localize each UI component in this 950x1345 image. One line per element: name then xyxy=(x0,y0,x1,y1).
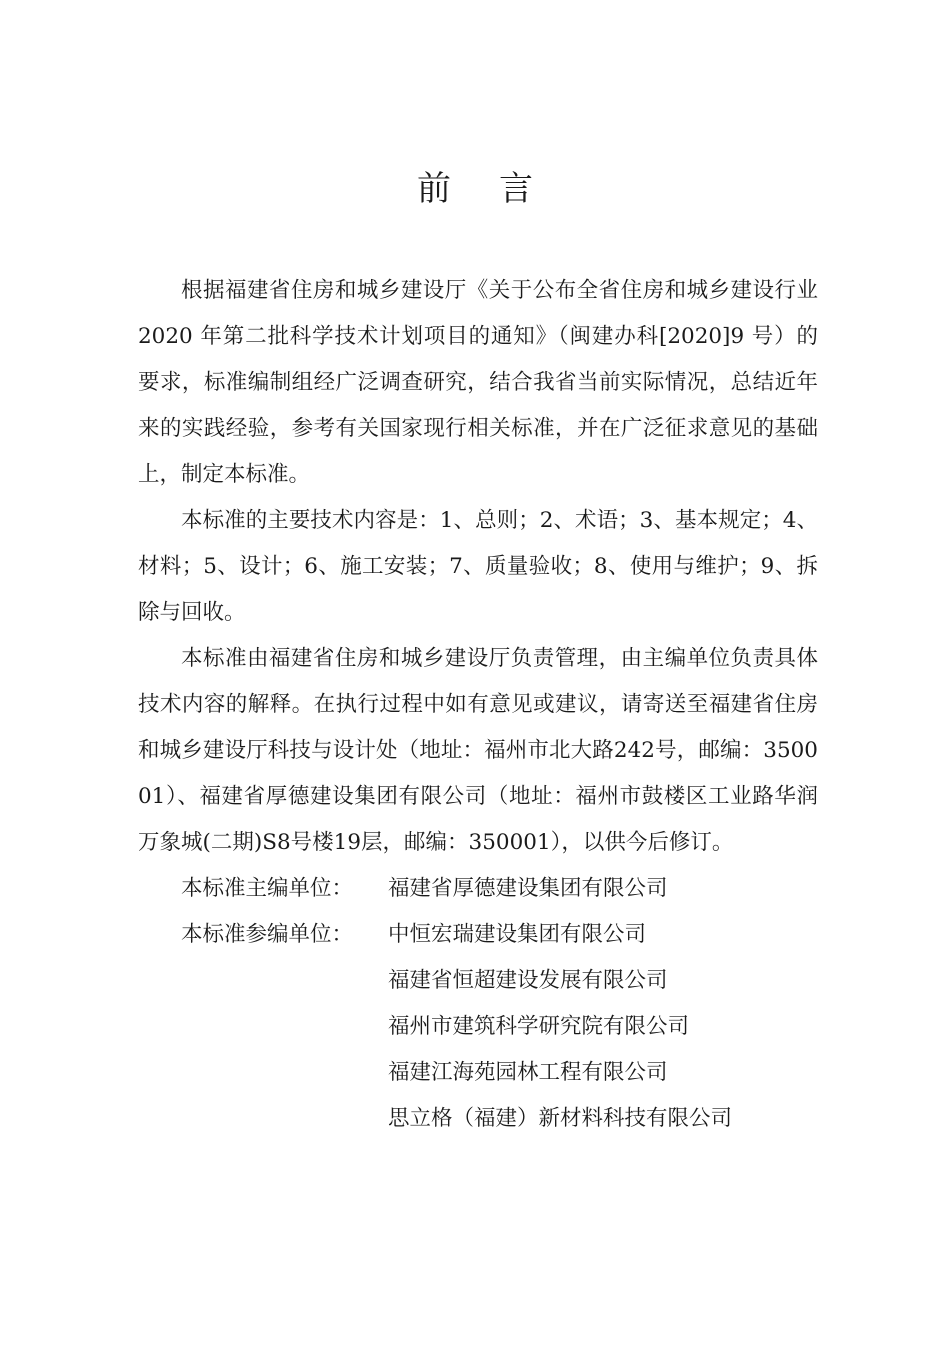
participating-unit-name: 中恒宏瑞建设集团有限公司 xyxy=(388,922,647,947)
title-char-1: 前 xyxy=(417,169,451,209)
participating-unit-name: 福建江海苑园林工程有限公司 xyxy=(388,1060,668,1085)
participating-unit-label: 本标准参编单位： xyxy=(181,922,354,947)
chief-unit-label: 本标准主编单位： xyxy=(181,876,354,901)
participating-unit-row xyxy=(138,912,818,958)
body-text xyxy=(138,268,818,1142)
participating-unit-row xyxy=(138,958,818,1004)
paragraph-management: 本标准由福建省住房和城乡建设厅负责管理，由主编单位负责具体技术内容的解释。在执行过程中如有意见或建议，请寄送至福建省住房和城乡建设厅科技与设计处（地址：福州市北大路242号，邮编：350001）、福建省厚德建设集团有限公司（地址：福州市鼓楼区工业路华润万象城(二期)S8号楼19层，邮编：350001），以供今后修订。 xyxy=(138,646,818,855)
paragraph-contents: 本标准的主要技术内容是：1、总则；2、术语；3、基本规定；4、材料；5、设计；6、施工安装；7、质量验收；8、使用与维护；9、拆除与回收。 xyxy=(138,508,818,625)
participating-unit-name: 思立格（福建）新材料科技有限公司 xyxy=(388,1106,733,1131)
participating-unit-row xyxy=(138,1050,818,1096)
chief-unit-name: 福建省厚德建设集团有限公司 xyxy=(388,876,668,901)
unit-list xyxy=(138,866,818,1142)
title-char-2: 言 xyxy=(499,169,533,209)
participating-unit-name: 福州市建筑科学研究院有限公司 xyxy=(388,1014,690,1039)
chief-unit-row xyxy=(138,866,818,912)
participating-unit-row xyxy=(138,1096,818,1142)
page-title xyxy=(0,163,950,215)
paragraph-basis: 根据福建省住房和城乡建设厅《关于公布全省住房和城乡建设行业 2020 年第二批科学技术计划项目的通知》（闽建办科[2020]9 号）的要求，标准编制组经广泛调查研究，结合我省当前实际情况，总结近年来的实践经验，参考有关国家现行相关标准，并在广泛征求意见的基础上，制定本标准。 xyxy=(138,278,818,487)
participating-unit-name: 福建省恒超建设发展有限公司 xyxy=(388,968,668,993)
participating-unit-row xyxy=(138,1004,818,1050)
